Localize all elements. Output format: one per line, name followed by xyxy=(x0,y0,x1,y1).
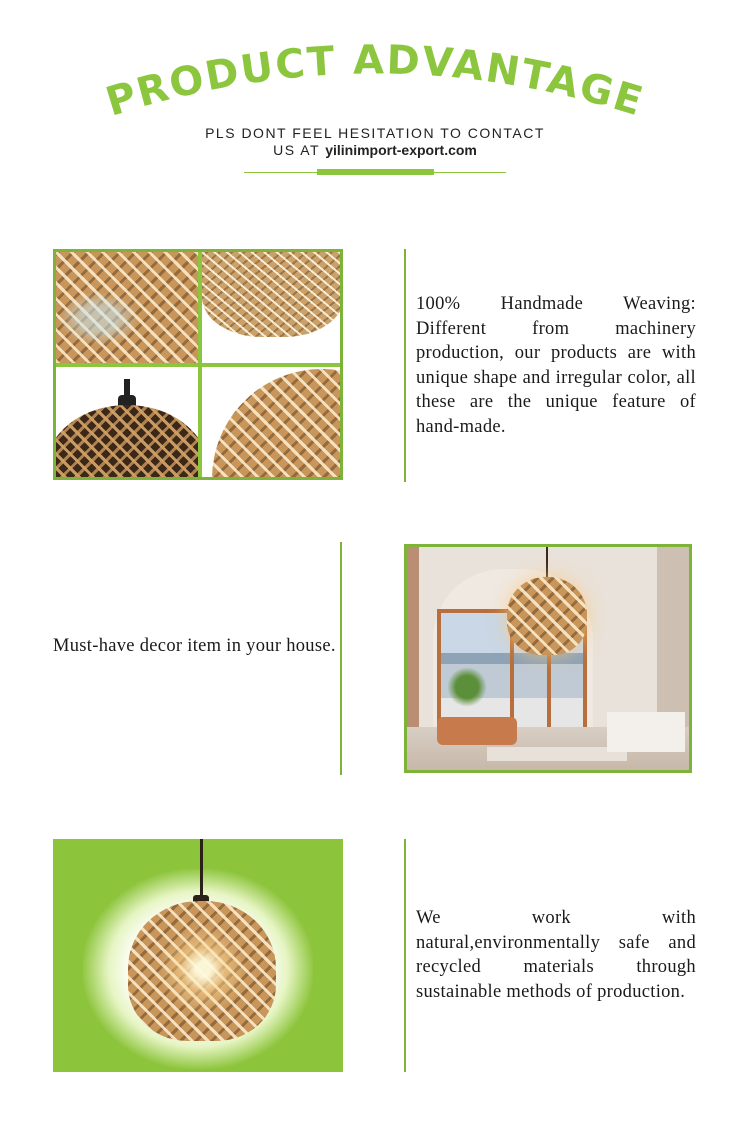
glowing-lamp-photo xyxy=(53,839,343,1072)
decor-description: Must-have decor item in your house. xyxy=(53,636,336,656)
lamp-top-tile xyxy=(56,367,198,477)
contact-line-1: PLS DONT FEEL HESITATION TO CONTACT xyxy=(205,125,545,141)
contact-line-2 xyxy=(140,142,610,158)
lamp-side-tile xyxy=(202,367,340,477)
lamp-bottom-tile xyxy=(202,252,340,363)
header-divider-accent xyxy=(317,169,434,175)
weave-closeup-tile xyxy=(56,252,198,363)
website-link[interactable]: yilinimport-export.com xyxy=(325,142,477,158)
materials-description: We work with natural,environmentally safe and recycled materials through sustainable methods of production. xyxy=(416,908,696,1002)
section1-divider xyxy=(404,249,406,482)
section3-divider xyxy=(404,839,406,1072)
weave-collage xyxy=(53,249,343,480)
section2-divider xyxy=(340,542,342,775)
dining-room-photo xyxy=(404,544,692,773)
contact-line-2-prefix: US AT xyxy=(273,142,326,158)
pendant-lamp xyxy=(507,577,587,655)
svg-text:PRODUCT ADVANTAGE xyxy=(101,40,650,126)
page-title-text: PRODUCT ADVANTAGE xyxy=(100,40,650,126)
handmade-description: 100% Handmade Weaving: Different from machinery production, our products are with unique shape and irregular color, all these are the unique feature of hand-made. xyxy=(416,294,696,437)
